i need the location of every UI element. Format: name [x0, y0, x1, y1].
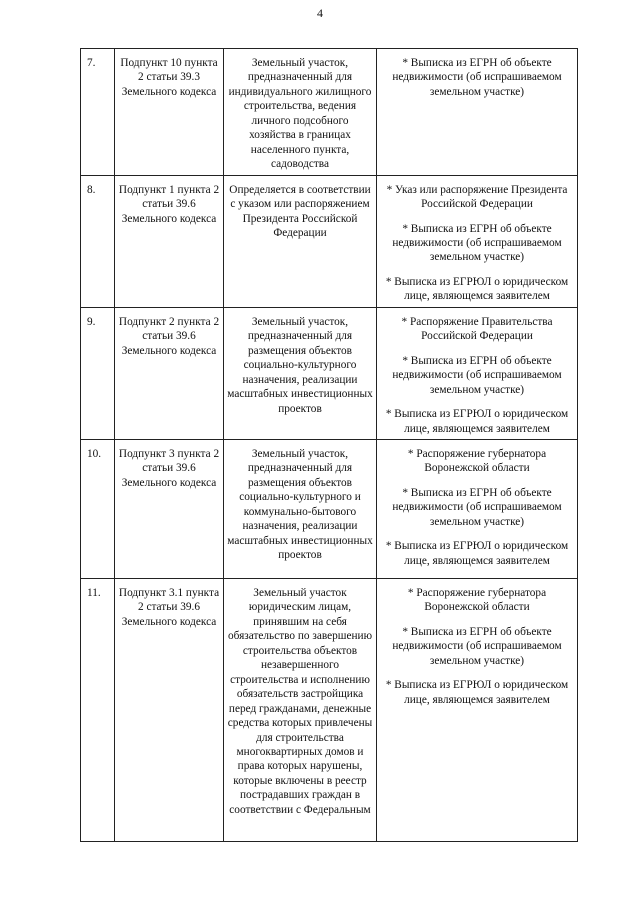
legal-reference: Подпункт 1 пункта 2 статьи 39.6 Земельного кодекса — [115, 175, 224, 307]
document-item: * Выписка из ЕГРЮЛ о юридическом лице, являющемся заявителем — [385, 408, 569, 435]
document-item: * Выписка из ЕГРН об объекте недвижимости (об испрашиваемом земельном участке) — [392, 222, 562, 264]
row-number: 10. — [81, 439, 115, 578]
legal-reference: Подпункт 2 пункта 2 статьи 39.6 Земельного кодекса — [115, 307, 224, 439]
table-row — [81, 307, 578, 439]
row-number: 8. — [81, 175, 115, 307]
land-plot-description: Определяется в соответствии с указом или распоряжением Президента Российской Федерации — [224, 175, 377, 307]
required-documents — [377, 439, 578, 578]
document-item: * Выписка из ЕГРЮЛ о юридическом лице, являющемся заявителем — [385, 679, 569, 706]
land-plot-description: Земельный участок юридическим лицам, принявшим на себя обязательство по завершению строительства объектов незавершенного строительства и исполнению обязательств застройщика перед гражданами, денежные средства которых привлечены для строительства многоквартирных домов и права которых нарушены, которые включены в реестр пострадавших граждан в соответствии с Федеральным — [224, 578, 377, 841]
land-plot-description: Земельный участок, предназначенный для размещения объектов социально-культурного назначения, реализации масштабных инвестиционных проектов — [224, 307, 377, 439]
page-number: 4 — [317, 6, 323, 20]
required-documents — [377, 175, 578, 307]
row-number: 7. — [81, 49, 115, 176]
document-item: * Выписка из ЕГРН об объекте недвижимости (об испрашиваемом земельном участке) — [392, 486, 562, 528]
required-documents — [377, 307, 578, 439]
table-row — [81, 578, 578, 841]
table-row — [81, 175, 578, 307]
legal-reference: Подпункт 3 пункта 2 статьи 39.6 Земельного кодекса — [115, 439, 224, 578]
table-row — [81, 439, 578, 578]
required-documents — [377, 49, 578, 176]
land-plot-description: Земельный участок, предназначенный для размещения объектов социально-культурного и коммунально-бытового назначения, реализации масштабных инвестиционных проектов — [224, 439, 377, 578]
land-plot-description: Земельный участок, предназначенный для индивидуального жилищного строительства, ведения личного подсобного хозяйства в границах населенного пункта, садоводства — [224, 49, 377, 176]
document-item: * Распоряжение губернатора Воронежской области — [407, 447, 547, 475]
document-item: * Распоряжение губернатора Воронежской области — [407, 586, 547, 614]
required-documents — [377, 578, 578, 841]
document-item: * Выписка из ЕГРЮЛ о юридическом лице, являющемся заявителем — [385, 275, 569, 303]
requirements-table — [80, 48, 578, 842]
document-item: * Выписка из ЕГРН об объекте недвижимости (об испрашиваемом земельном участке) — [392, 57, 562, 98]
document-item: * Выписка из ЕГРН об объекте недвижимости (об испрашиваемом земельном участке) — [392, 625, 562, 667]
document-item: * Указ или распоряжение Президента Российской Федерации — [386, 183, 568, 211]
legal-reference: Подпункт 10 пункта 2 статьи 39.3 Земельного кодекса — [115, 49, 224, 176]
document-item: * Выписка из ЕГРЮЛ о юридическом лице, являющемся заявителем — [385, 540, 569, 567]
document-item: * Выписка из ЕГРН об объекте недвижимости (об испрашиваемом земельном участке) — [392, 354, 562, 396]
row-number: 11. — [81, 578, 115, 841]
document-item: * Распоряжение Правительства Российской Федерации — [401, 315, 553, 343]
table-row — [81, 49, 578, 176]
legal-reference: Подпункт 3.1 пункта 2 статьи 39.6 Земельного кодекса — [115, 578, 224, 841]
row-number: 9. — [81, 307, 115, 439]
